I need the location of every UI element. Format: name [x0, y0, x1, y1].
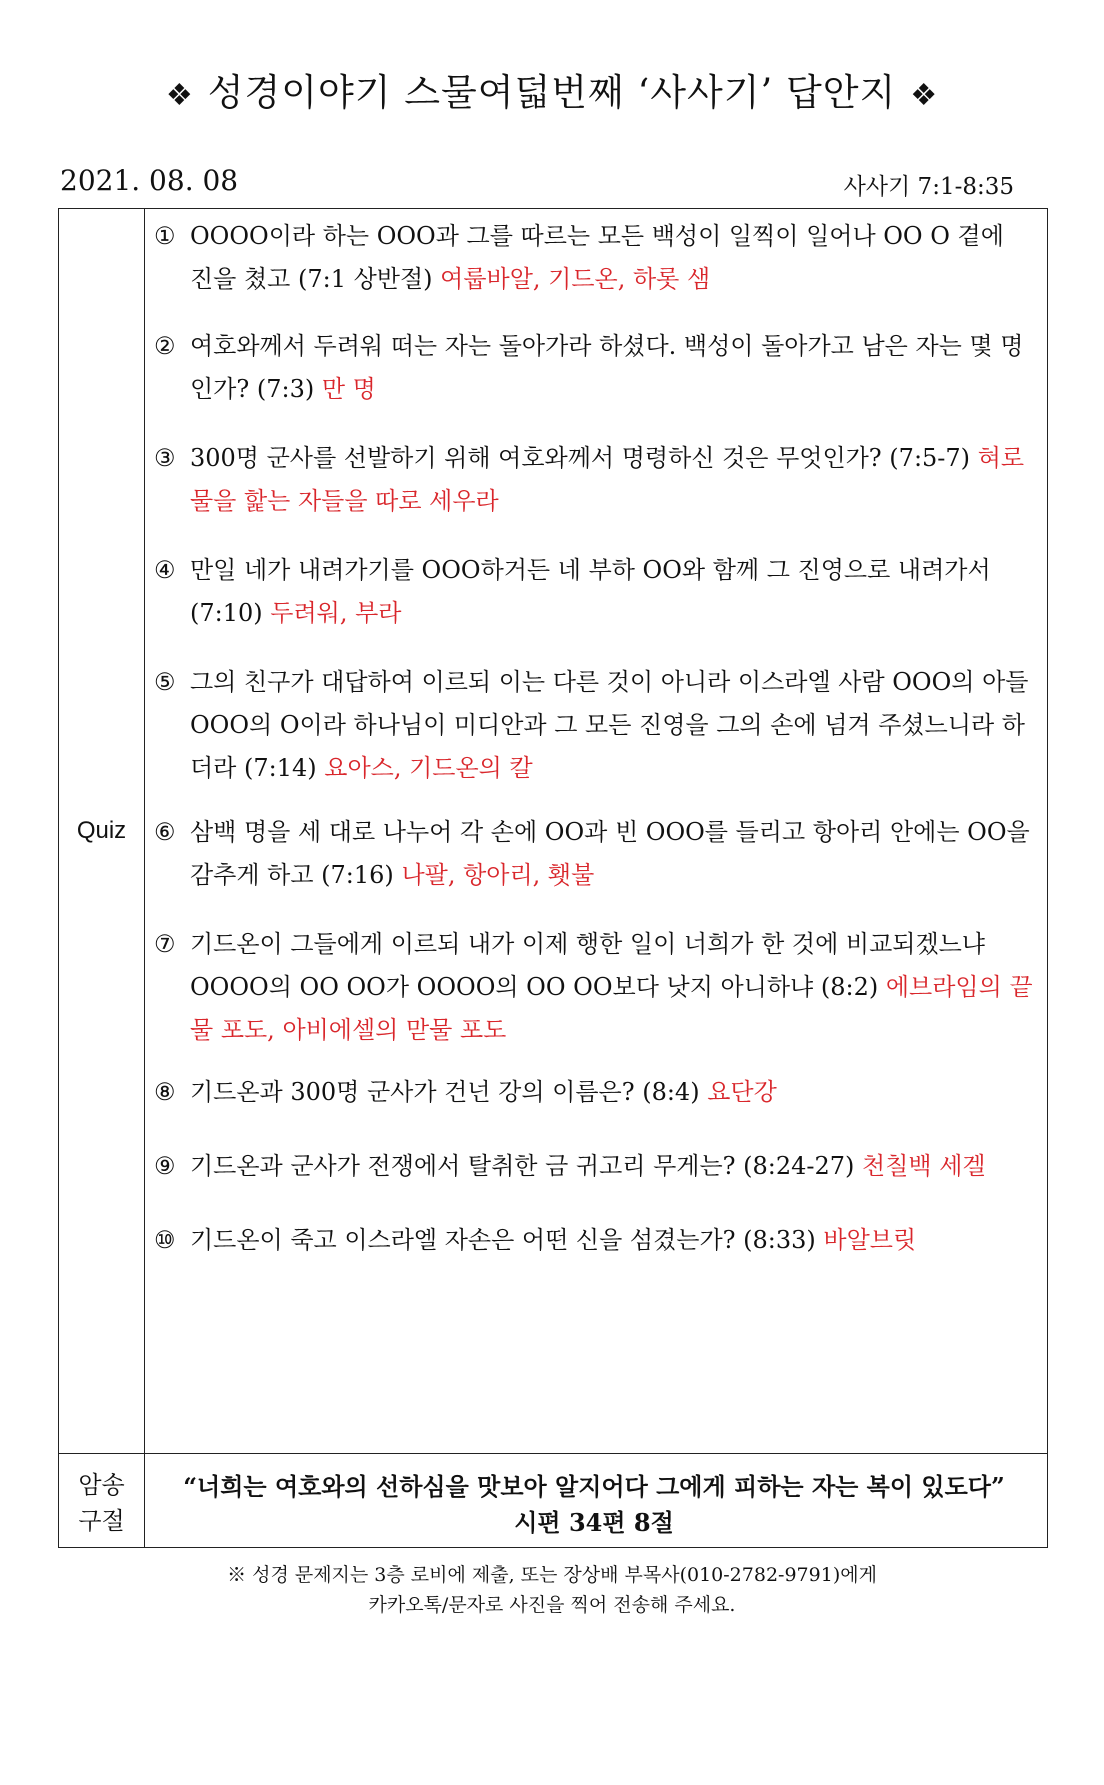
question-item	[154, 923, 1034, 1052]
memory-verse-reference: 시편 34편 8절	[514, 1508, 674, 1537]
submission-note-line2: 카카오톡/문자로 사진을 찍어 전송해 주세요.	[368, 1594, 736, 1616]
answer-text: 나팔, 항아리, 횃불	[401, 861, 595, 889]
memory-verse-label-line2: 구절	[78, 1507, 125, 1535]
diamond-ornament-icon: ❖	[910, 78, 939, 113]
question-number: ③	[154, 444, 176, 472]
quiz-table	[58, 208, 1048, 1548]
answer-text: 두려워, 부라	[270, 599, 402, 627]
row-divider	[59, 1453, 1047, 1454]
question-item	[154, 215, 1034, 301]
answer-text: 요단강	[707, 1078, 777, 1106]
question-item	[154, 811, 1034, 897]
question-number: ⑨	[154, 1152, 176, 1180]
question-text: 만일 네가 내려가기를 OOO하거든 네 부하 OO와 함께 그 진영으로 내려가서 (7:10)	[190, 556, 991, 627]
question-text: 기드온과 군사가 전쟁에서 탈취한 금 귀고리 무게는? (8:24-27)	[190, 1152, 855, 1180]
question-item	[154, 325, 1034, 411]
question-text: 삼백 명을 세 대로 나누어 각 손에 OO과 빈 OOO를 들리고 항아리 안에는 OO을 감추게 하고 (7:16)	[190, 818, 1030, 889]
answer-text: 혀로 물을 핥는 자들을 따로 세우라	[190, 444, 1025, 515]
question-number: ⑤	[154, 668, 176, 696]
memory-verse-text: “너희는 여호와의 선하심을 맛보아 알지어다 그에게 피하는 자는 복이 있도다”	[183, 1472, 1005, 1501]
question-text: 300명 군사를 선발하기 위해 여호와께서 명령하신 것은 무엇인가? (7:5-7)	[190, 444, 971, 472]
memory-verse	[154, 1469, 1034, 1541]
answer-text: 에브라임의 끝물 포도, 아비에셀의 맏물 포도	[190, 973, 1033, 1044]
question-number: ⑥	[154, 818, 176, 846]
label-column	[59, 209, 145, 1547]
question-item	[154, 1071, 1034, 1114]
memory-verse-label	[59, 1467, 144, 1539]
answer-text: 바알브릿	[823, 1226, 917, 1254]
answer-text: 여룹바알, 기드온, 하롯 샘	[440, 265, 711, 293]
question-number: ⑦	[154, 930, 176, 958]
question-text: 기드온이 죽고 이스라엘 자손은 어떤 신을 섬겼는가? (8:33)	[190, 1226, 816, 1254]
question-item	[154, 549, 1034, 635]
question-number: ⑧	[154, 1078, 176, 1106]
question-text: 기드온이 그들에게 이르되 내가 이제 행한 일이 너희가 한 것에 비교되겠느냐 OOOO의 OO OO가 OOOO의 OO OO보다 낫지 아니하냐 (8:2)	[190, 930, 985, 1001]
question-number: ④	[154, 556, 176, 584]
submission-note-line1: ※ 성경 문제지는 3층 로비에 제출, 또는 장상배 부목사(010-2782-9791)에게	[227, 1564, 877, 1586]
submission-note	[0, 1560, 1104, 1620]
question-text: 기드온과 300명 군사가 건넌 강의 이름은? (8:4)	[190, 1078, 700, 1106]
question-item	[154, 661, 1034, 790]
title-text: 성경이야기 스물여덟번째 ‘사사기’ 답안지	[207, 71, 897, 114]
question-item	[154, 437, 1034, 523]
scripture-range: 사사기 7:1-8:35	[843, 174, 1014, 200]
question-item	[154, 1219, 1034, 1262]
diamond-ornament-icon: ❖	[165, 78, 194, 113]
date-text: 2021. 08. 08	[60, 164, 239, 197]
answer-text: 만 명	[321, 375, 376, 403]
question-item	[154, 1145, 1034, 1188]
answer-text: 요아스, 기드온의 칼	[324, 754, 533, 782]
question-text: 여호와께서 두려워 떠는 자는 돌아가라 하셨다. 백성이 돌아가고 남은 자는 몇 명인가? (7:3)	[190, 332, 1024, 403]
memory-verse-label-line1: 암송	[78, 1471, 125, 1499]
page-title	[0, 62, 1104, 116]
question-text: 그의 친구가 대답하여 이르되 이는 다른 것이 아니라 이스라엘 사람 OOO의 아들 OOO의 O이라 하나님이 미디안과 그 모든 진영을 그의 손에 넘겨 주셨느니라 하더라 (7:14)	[190, 668, 1029, 782]
answer-text: 천칠백 세겔	[862, 1152, 986, 1180]
question-number: ②	[154, 332, 176, 360]
quiz-label: Quiz	[76, 817, 127, 844]
question-text: OOOO이라 하는 OOO과 그를 따르는 모든 백성이 일찍이 일어나 OO O 곁에 진을 쳤고 (7:1 상반절)	[190, 222, 1004, 293]
question-number: ①	[154, 222, 176, 250]
question-number: ⑩	[154, 1226, 176, 1254]
